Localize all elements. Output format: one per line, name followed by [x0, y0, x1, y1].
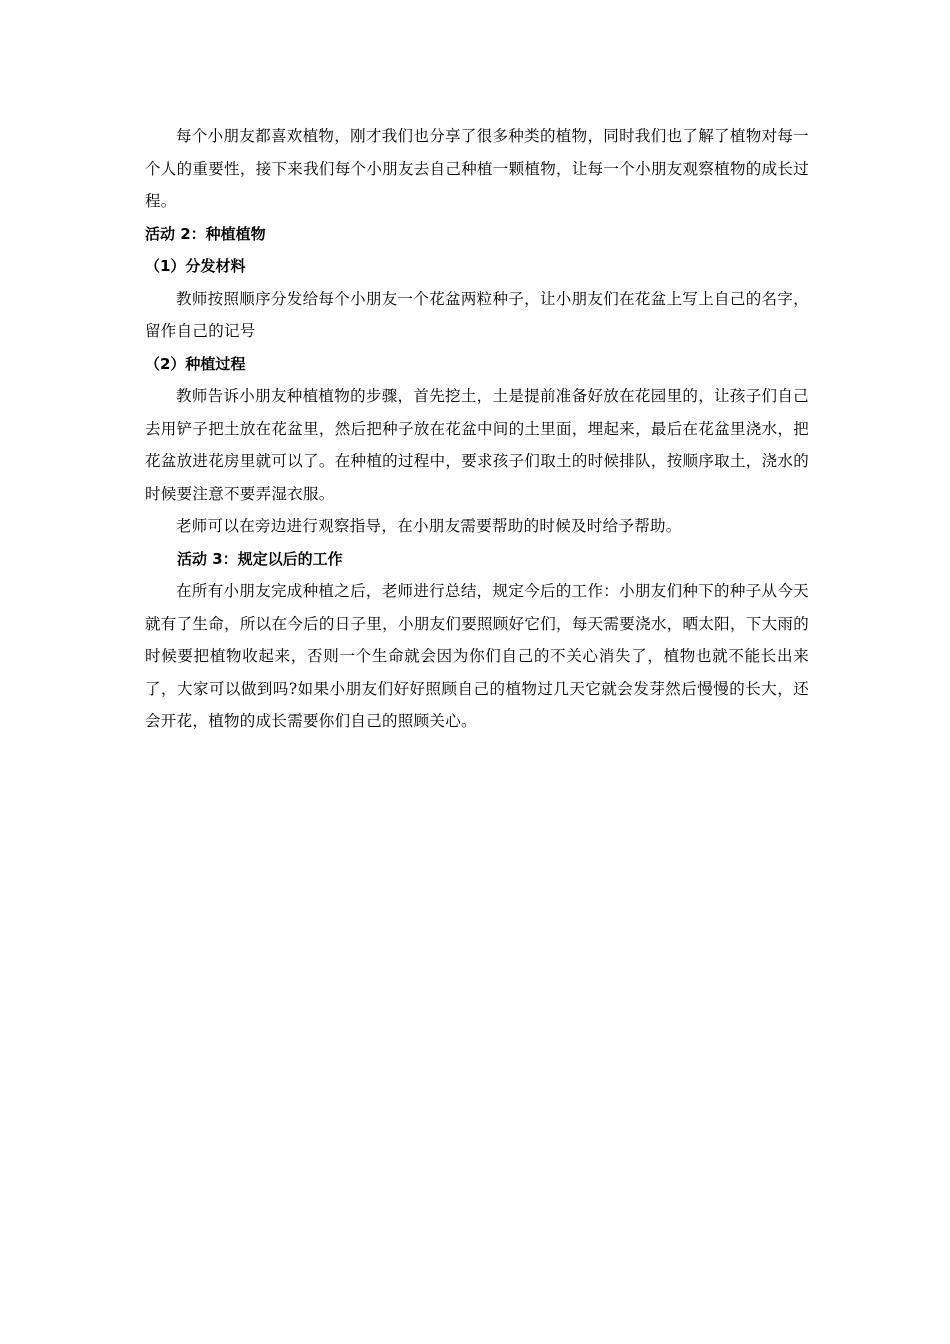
activity-3-heading: 活动 3：规定以后的工作	[177, 549, 343, 568]
step-2-heading: （2）种植过程	[145, 354, 246, 373]
step-1-heading: （1）分发材料	[145, 257, 246, 275]
guidance-paragraph: 老师可以在旁边进行观察指导，在小朋友需要帮助的时候及时给予帮助。	[176, 517, 682, 535]
activity-3-paragraph: 在所有小朋友完成种植之后，老师进行总结，规定今后的工作：小朋友们种下的种子从今天就有了生命，所以在今后的日子里，小朋友们要照顾好它们，每天需要浇水，晒太阳，下大雨的时候要把植物收起来，否则一个生命就会因为你们自己的不关心消失了，植物也就不能长出来了，大家可以做到吗?如果小朋友们好好照顾自己的植物过几天它就会发芽然后慢慢的长大，还会开花，植物的成长需要你们自己的照顾关心。	[145, 582, 809, 730]
activity-2-heading: 活动 2：种植植物	[145, 224, 266, 243]
intro-paragraph: 每个小朋友都喜欢植物，刚才我们也分享了很多种类的植物，同时我们也了解了植物对每一个人的重要性，接下来我们每个小朋友去自己种植一颗植物，让每一个小朋友观察植物的成长过程。	[145, 127, 809, 210]
step-2-paragraph: 教师告诉小朋友种植植物的步骤，首先挖土，土是提前准备好放在花园里的，让孩子们自己去用铲子把土放在花盆里，然后把种子放在花盆中间的土里面，埋起来，最后在花盆里浇水，把花盆放进花房里就可以了。在种植的过程中，要求孩子们取土的时候排队，按顺序取土，浇水的时候要注意不要弄湿衣服。	[145, 387, 809, 503]
document-body	[145, 120, 809, 738]
step-1-paragraph: 教师按照顺序分发给每个小朋友一个花盆两粒种子，让小朋友们在花盆上写上自己的名字，留作自己的记号	[145, 289, 809, 340]
